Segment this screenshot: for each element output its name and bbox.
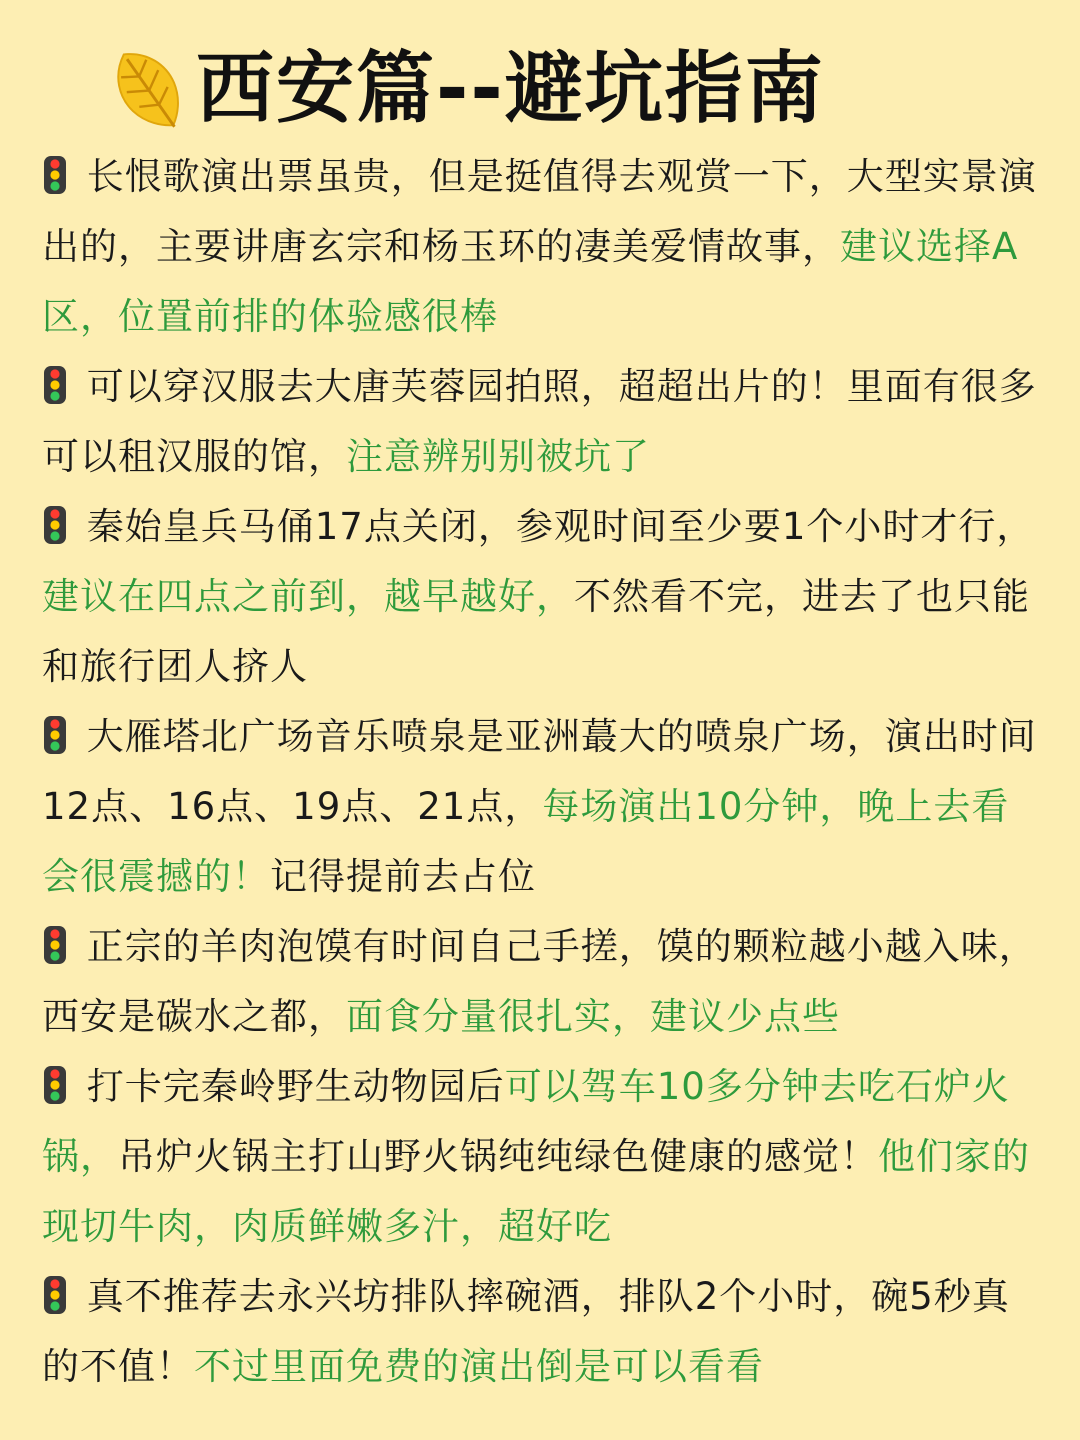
body-text: 记得提前去占位 xyxy=(270,855,536,898)
highlight-text: 他们家的现切牛肉，肉质鲜嫩多汁，超好吃 xyxy=(42,1135,1030,1248)
tip-paragraph xyxy=(42,352,1042,492)
traffic-light-icon xyxy=(42,1065,68,1105)
traffic-light-icon xyxy=(42,925,68,965)
body-text: 吊炉火锅主打山野火锅纯纯绿色健康的感觉！ xyxy=(118,1135,878,1178)
tip-paragraph xyxy=(42,912,1042,1052)
body-text: 打卡完秦岭野生动物园后 xyxy=(86,1065,505,1108)
traffic-light-icon xyxy=(42,715,68,755)
highlight-text: 建议选择A区，位置前排的体验感很棒 xyxy=(42,225,1019,338)
traffic-light-icon xyxy=(42,365,68,405)
body-text: 可以穿汉服去大唐芙蓉园拍照，超超出片的！里面有很多可以租汉服的馆， xyxy=(42,365,1037,478)
body-text: 大雁塔北广场音乐喷泉是亚洲蕞大的喷泉广场，演出时间12点、16点、19点、21点， xyxy=(42,715,1037,828)
body-text: 秦始皇兵马俑17点关闭，参观时间至少要1个小时才行， xyxy=(86,505,1035,548)
highlight-text: 可以驾车10多分钟去吃石炉火锅， xyxy=(42,1065,1010,1178)
highlight-text: 每场演出10分钟，晚上去看会很震撼的！ xyxy=(42,785,1010,898)
highlight-text: 不过里面免费的演出倒是可以看看 xyxy=(194,1345,764,1388)
leaf-icon xyxy=(100,41,196,137)
tip-paragraph xyxy=(42,142,1042,352)
tip-paragraph xyxy=(42,492,1042,702)
tip-paragraph xyxy=(42,1262,1042,1402)
body-text: 真不推荐去永兴坊排队摔碗酒，排队2个小时，碗5秒真的不值！ xyxy=(42,1275,1010,1388)
page-title: 西安篇--避坑指南 xyxy=(196,44,825,134)
tip-paragraph xyxy=(42,702,1042,912)
highlight-text: 注意辨别别被坑了 xyxy=(346,435,650,478)
traffic-light-icon xyxy=(42,155,68,195)
title-row xyxy=(100,34,1000,144)
tip-paragraph xyxy=(42,1052,1042,1262)
body-text: 不然看不完，进去了也只能和旅行团人挤人 xyxy=(42,575,1030,688)
highlight-text: 建议在四点之前到，越早越好， xyxy=(42,575,574,618)
traffic-light-icon xyxy=(42,505,68,545)
highlight-text: 面食分量很扎实，建议少点些 xyxy=(346,995,840,1038)
body-text: 正宗的羊肉泡馍有时间自己手搓，馍的颗粒越小越入味，西安是碳水之都， xyxy=(42,925,1037,1038)
traffic-light-icon xyxy=(42,1275,68,1315)
body-text: 长恨歌演出票虽贵，但是挺值得去观赏一下，大型实景演出的，主要讲唐玄宗和杨玉环的凄美爱情故事， xyxy=(42,155,1037,268)
tips-list xyxy=(42,142,1042,1402)
